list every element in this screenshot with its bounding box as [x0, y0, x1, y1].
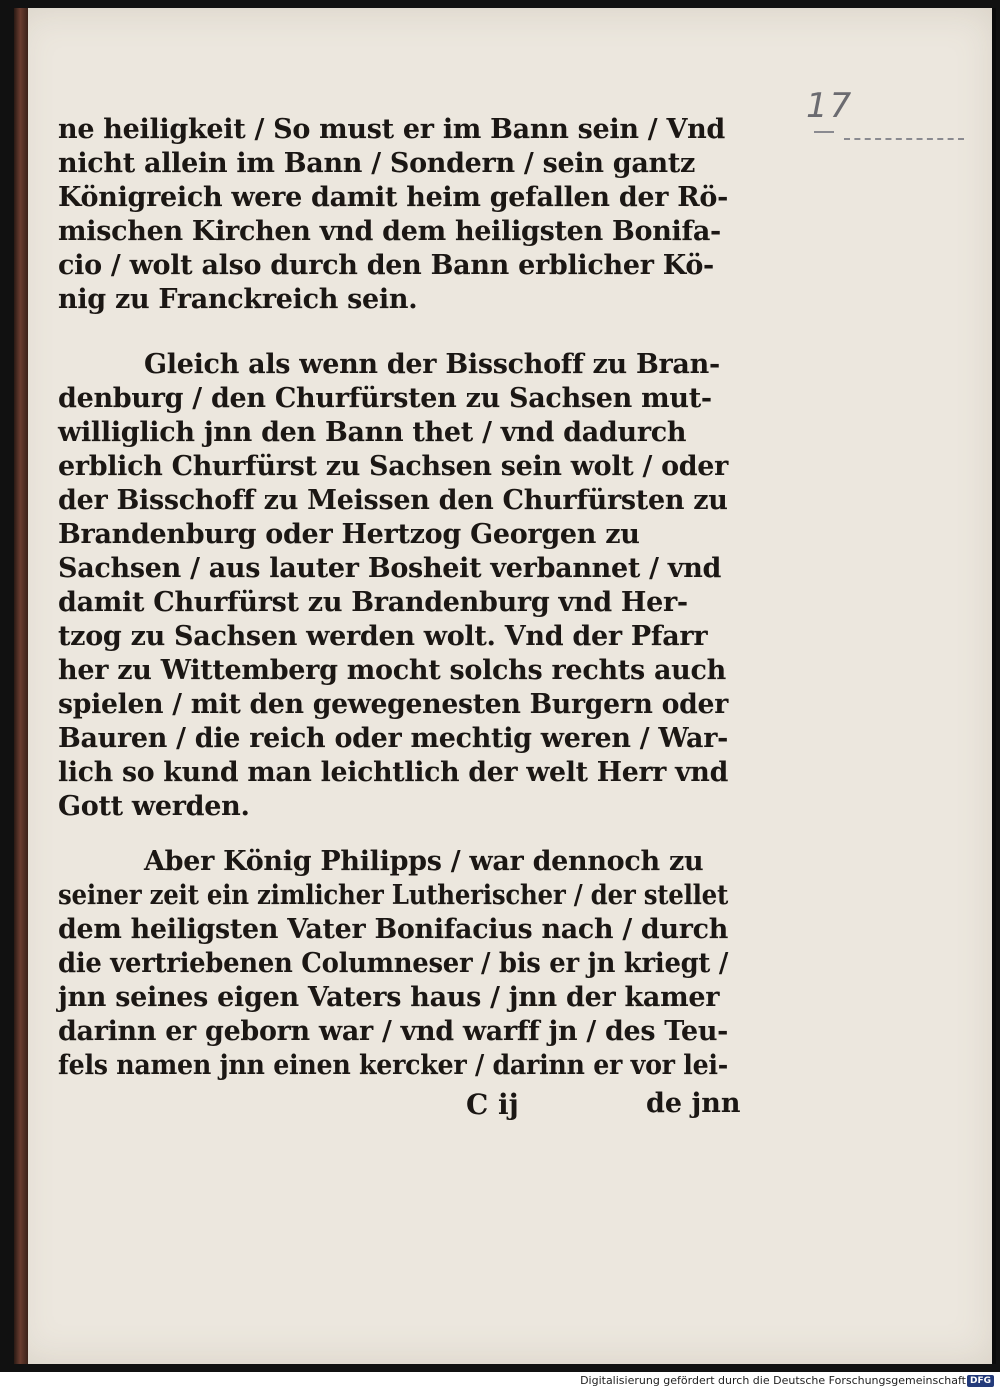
catchword: de jnn	[646, 1088, 741, 1119]
text-line: nig zu Franckreich sein.	[58, 284, 418, 315]
dfg-logo: DFG	[967, 1375, 994, 1387]
text-line: Gott werden.	[58, 791, 250, 822]
text-line: spielen / mit den gewegenesten Burgern oder	[58, 689, 728, 720]
text-line: Aber König Philipps / war dennoch zu	[144, 846, 704, 877]
text-line: Gleich als wenn der Bisschoff zu Bran-	[144, 349, 720, 380]
text-line: erblich Churfürst zu Sachsen sein wolt / oder	[58, 451, 728, 482]
folio-number: 17	[806, 86, 854, 126]
text-line: her zu Wittemberg mocht solchs rechts auch	[58, 655, 726, 686]
text-line: seiner zeit ein zimlicher Lutherischer / der stellet	[58, 880, 728, 911]
text-line: Bauren / die reich oder mechtig weren / War-	[58, 723, 728, 754]
text-line: die vertriebenen Columneser / bis er jn kriegt /	[58, 948, 728, 979]
text-line: denburg / den Churfürsten zu Sachsen mut-	[58, 383, 712, 414]
paragraph-3	[58, 845, 728, 1083]
text-line: fels namen jnn einen kercker / darinn er vor lei-	[58, 1050, 728, 1081]
text-line: damit Churfürst zu Brandenburg vnd Her-	[58, 587, 688, 618]
pencil-mark	[814, 131, 834, 133]
text-line: Königreich were damit heim gefallen der Rö-	[58, 182, 728, 213]
footer-bar	[0, 1372, 1000, 1392]
pencil-dashes	[844, 138, 964, 140]
signature-mark: C ij	[466, 1088, 519, 1121]
paragraph-1	[58, 113, 728, 317]
text-line: der Bisschoff zu Meissen den Churfürsten zu	[58, 485, 728, 516]
binding-edge	[14, 8, 28, 1364]
paragraph-2	[58, 348, 728, 824]
text-line: tzog zu Sachsen werden wolt. Vnd der Pfarr	[58, 621, 708, 652]
text-line: cio / wolt also durch den Bann erblicher Kö-	[58, 250, 714, 281]
text-line: Brandenburg oder Hertzog Georgen zu	[58, 519, 640, 550]
text-line: lich so kund man leichtlich der welt Herr vnd	[58, 757, 728, 788]
text-line: darinn er geborn war / vnd warff jn / des Teu-	[58, 1016, 728, 1047]
page-edge-right	[992, 8, 996, 1364]
text-line: nicht allein im Bann / Sondern / sein gantz	[58, 148, 696, 179]
text-line: ne heiligkeit / So must er im Bann sein / Vnd	[58, 114, 726, 145]
funding-notice: Digitalisierung gefördert durch die Deutsche Forschungsgemeinschaft	[580, 1374, 966, 1387]
book-page	[14, 8, 996, 1364]
text-line: jnn seines eigen Vaters haus / jnn der kamer	[58, 982, 720, 1013]
text-line: williglich jnn den Bann thet / vnd dadurch	[58, 417, 687, 448]
text-line: Sachsen / aus lauter Bosheit verbannet / vnd	[58, 553, 722, 584]
text-line: dem heiligsten Vater Bonifacius nach / durch	[58, 914, 728, 945]
text-line: mischen Kirchen vnd dem heiligsten Bonifa-	[58, 216, 721, 247]
